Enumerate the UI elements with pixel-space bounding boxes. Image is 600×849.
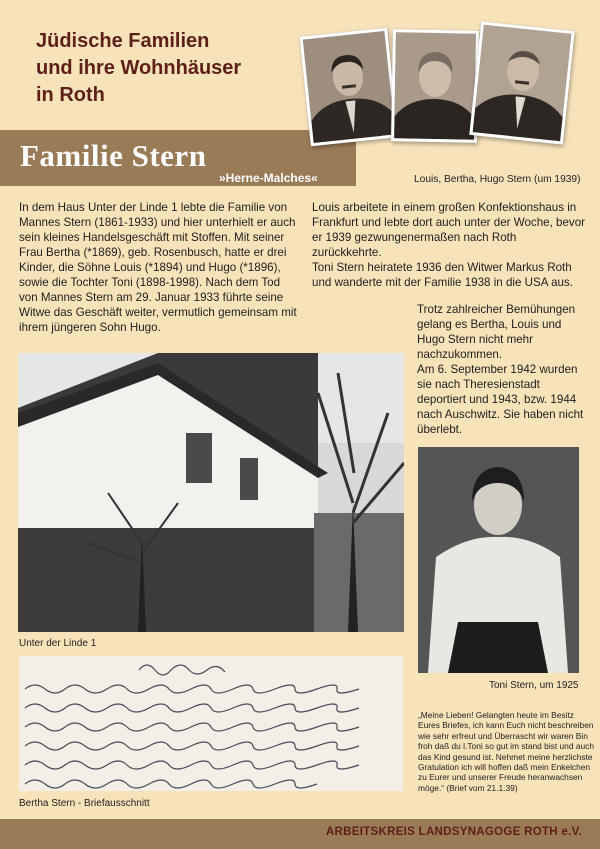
letter-excerpt-caption: Bertha Stern - Briefausschnitt bbox=[19, 798, 150, 809]
intro-paragraph: In dem Haus Unter der Linde 1 lebte die Familie von Mannes Stern (1861-1933) und hier unterhielt er auch sein kleines Handelsgeschäft mit Stoffen. Mit seiner Frau Bertha (*1869), geb. Rosenbusch, hatte er drei Kinder, die Söhne Louis (*1894) und Hugo (*1896), sowie die Tochter Toni (1898-1998). Nach dem Tod von Mannes Stern am 29. Januar 1933 führte seine Witwe das Geschäft weiter, vermutlich gemeinsam mit ihrem jüngeren Sohn Hugo. bbox=[19, 201, 297, 334]
letter-quote bbox=[418, 710, 594, 793]
toni-photo-image bbox=[418, 447, 579, 673]
footer-organization: ARBEITSKREIS LANDSYNAGOGE ROTH e.V. bbox=[325, 826, 582, 838]
house-photo-caption: Unter der Linde 1 bbox=[19, 638, 97, 649]
portrait-louis bbox=[299, 28, 398, 147]
portraits-caption: Louis, Bertha, Hugo Stern (um 1939) bbox=[414, 174, 581, 185]
title-line-2: und ihre Wohnhäuser bbox=[36, 57, 242, 79]
portrait-hugo bbox=[469, 21, 574, 144]
louis-paragraph-2: Toni Stern heiratete 1936 den Witwer Markus Roth und wanderte mit der Familie 1938 in die USA aus. bbox=[312, 261, 574, 289]
family-name: Familie Stern bbox=[20, 138, 207, 173]
letter-excerpt bbox=[19, 656, 403, 791]
fate-paragraph-1: Trotz zahlreicher Bemühungen gelang es Bertha, Louis und Hugo Stern nicht mehr nachzukommen. bbox=[417, 303, 576, 361]
intro-text bbox=[19, 200, 301, 335]
title-line-1: Jüdische Familien bbox=[36, 30, 210, 52]
house-photo bbox=[18, 353, 404, 632]
portrait-louis-image bbox=[303, 31, 395, 143]
page-title bbox=[36, 28, 306, 109]
toni-photo bbox=[418, 447, 579, 673]
portrait-bertha bbox=[391, 29, 479, 142]
house-photo-image bbox=[18, 353, 404, 632]
toni-photo-caption: Toni Stern, um 1925 bbox=[489, 680, 579, 691]
letter-excerpt-image bbox=[19, 656, 403, 791]
louis-paragraph-1: Louis arbeitete in einem großen Konfektionshaus in Frankfurt und lebte dort auch unter der Woche, bevor er 1939 gezwungenermaßen nach Roth zurückkehrte. bbox=[312, 201, 586, 259]
family-nickname: »Herne-Malches« bbox=[219, 171, 318, 185]
portrait-bertha-image bbox=[394, 32, 476, 139]
fate-text bbox=[417, 302, 585, 437]
letter-quote-text: „Meine Lieben! Gelangten heute im Besitz Eures Briefes, ich kann Euch nicht beschreiben wie sehr erfreut und Überrascht wir waren Bin froh daß du l.Toni so gut im stand bist und auch das Kind gesund ist. Nehmet meine herzlichste Gratulation ich will hoffen daß mein Enkelchen zu Eurer und unserer Freude heranwachsen möge.“ (Brief vom 21.1.39) bbox=[418, 710, 594, 793]
portrait-hugo-image bbox=[473, 25, 572, 142]
title-line-3: in Roth bbox=[36, 84, 105, 106]
louis-text bbox=[312, 200, 588, 290]
fate-paragraph-2: Am 6. September 1942 wurden sie nach Theresienstadt deportiert und 1943, bzw. 1944 nach Auschwitz. Sie haben nicht überlebt. bbox=[417, 363, 584, 436]
